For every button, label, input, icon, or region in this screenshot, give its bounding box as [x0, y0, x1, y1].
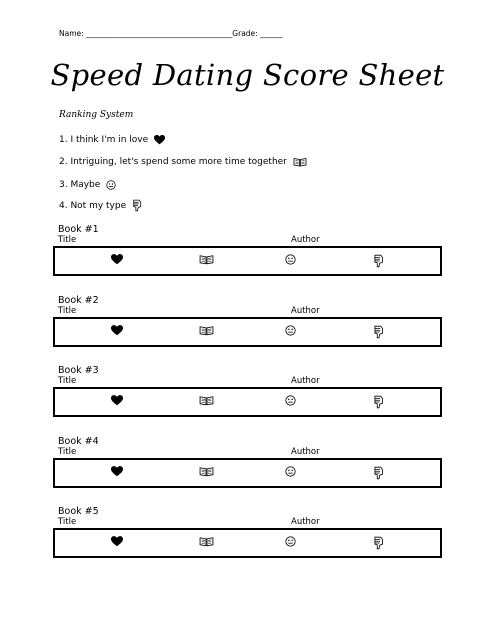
book-label: Book #5 — [58, 506, 99, 517]
rating-box — [53, 317, 442, 347]
rating-box — [53, 528, 442, 558]
smiley-icon — [106, 180, 116, 190]
smiley-icon[interactable] — [285, 536, 299, 550]
thumbs-down-icon[interactable] — [373, 325, 387, 339]
name-grade-line — [59, 29, 283, 38]
open-book-icon[interactable] — [199, 254, 213, 268]
name-label: Name: — [59, 29, 84, 38]
thumbs-down-icon[interactable] — [373, 466, 387, 480]
ranking-item-not-my-type — [59, 199, 143, 212]
open-book-icon[interactable] — [199, 466, 213, 480]
ranking-item-maybe — [59, 179, 116, 191]
title-label: Title — [58, 447, 77, 457]
open-book-icon — [293, 157, 307, 167]
author-label: Author — [291, 517, 320, 527]
heart-icon[interactable] — [111, 536, 125, 550]
author-label: Author — [291, 306, 320, 316]
open-book-icon[interactable] — [199, 325, 213, 339]
author-label: Author — [291, 447, 320, 457]
ranking-item-label: 1. I think I'm in love — [59, 135, 149, 145]
ranking-heading: Ranking System — [59, 110, 134, 120]
smiley-icon[interactable] — [285, 254, 299, 268]
title-label: Title — [58, 235, 77, 245]
ranking-item-label: 2. Intriguing, let's spend some more time together — [59, 157, 287, 167]
grade-blank[interactable]: ______ — [260, 29, 283, 38]
author-label: Author — [291, 235, 320, 245]
book-label: Book #3 — [58, 365, 99, 376]
thumbs-down-icon — [132, 199, 143, 212]
rating-box — [53, 246, 442, 276]
rating-box — [53, 458, 442, 488]
title-label: Title — [58, 306, 77, 316]
ranking-item-label: 3. Maybe — [59, 180, 101, 190]
open-book-icon[interactable] — [199, 536, 213, 550]
name-blank[interactable]: _______________________________________ — [86, 29, 233, 38]
heart-icon[interactable] — [111, 395, 125, 409]
title-label: Title — [58, 376, 77, 386]
ranking-item-label: 4. Not my type — [59, 201, 127, 211]
thumbs-down-icon[interactable] — [373, 254, 387, 268]
heart-icon[interactable] — [111, 254, 125, 268]
smiley-icon[interactable] — [285, 325, 299, 339]
grade-label: Grade: — [232, 29, 258, 38]
book-label: Book #2 — [58, 295, 99, 306]
book-label: Book #4 — [58, 436, 99, 447]
rating-box — [53, 387, 442, 417]
page-title: Speed Dating Score Sheet — [50, 58, 445, 92]
book-label: Book #1 — [58, 224, 99, 235]
title-label: Title — [58, 517, 77, 527]
thumbs-down-icon[interactable] — [373, 395, 387, 409]
ranking-item-intriguing — [59, 156, 307, 168]
thumbs-down-icon[interactable] — [373, 536, 387, 550]
author-label: Author — [291, 376, 320, 386]
smiley-icon[interactable] — [285, 395, 299, 409]
heart-icon[interactable] — [111, 466, 125, 480]
smiley-icon[interactable] — [285, 466, 299, 480]
open-book-icon[interactable] — [199, 395, 213, 409]
heart-icon[interactable] — [111, 325, 125, 339]
ranking-item-love — [59, 134, 165, 146]
heart-icon — [154, 135, 165, 145]
